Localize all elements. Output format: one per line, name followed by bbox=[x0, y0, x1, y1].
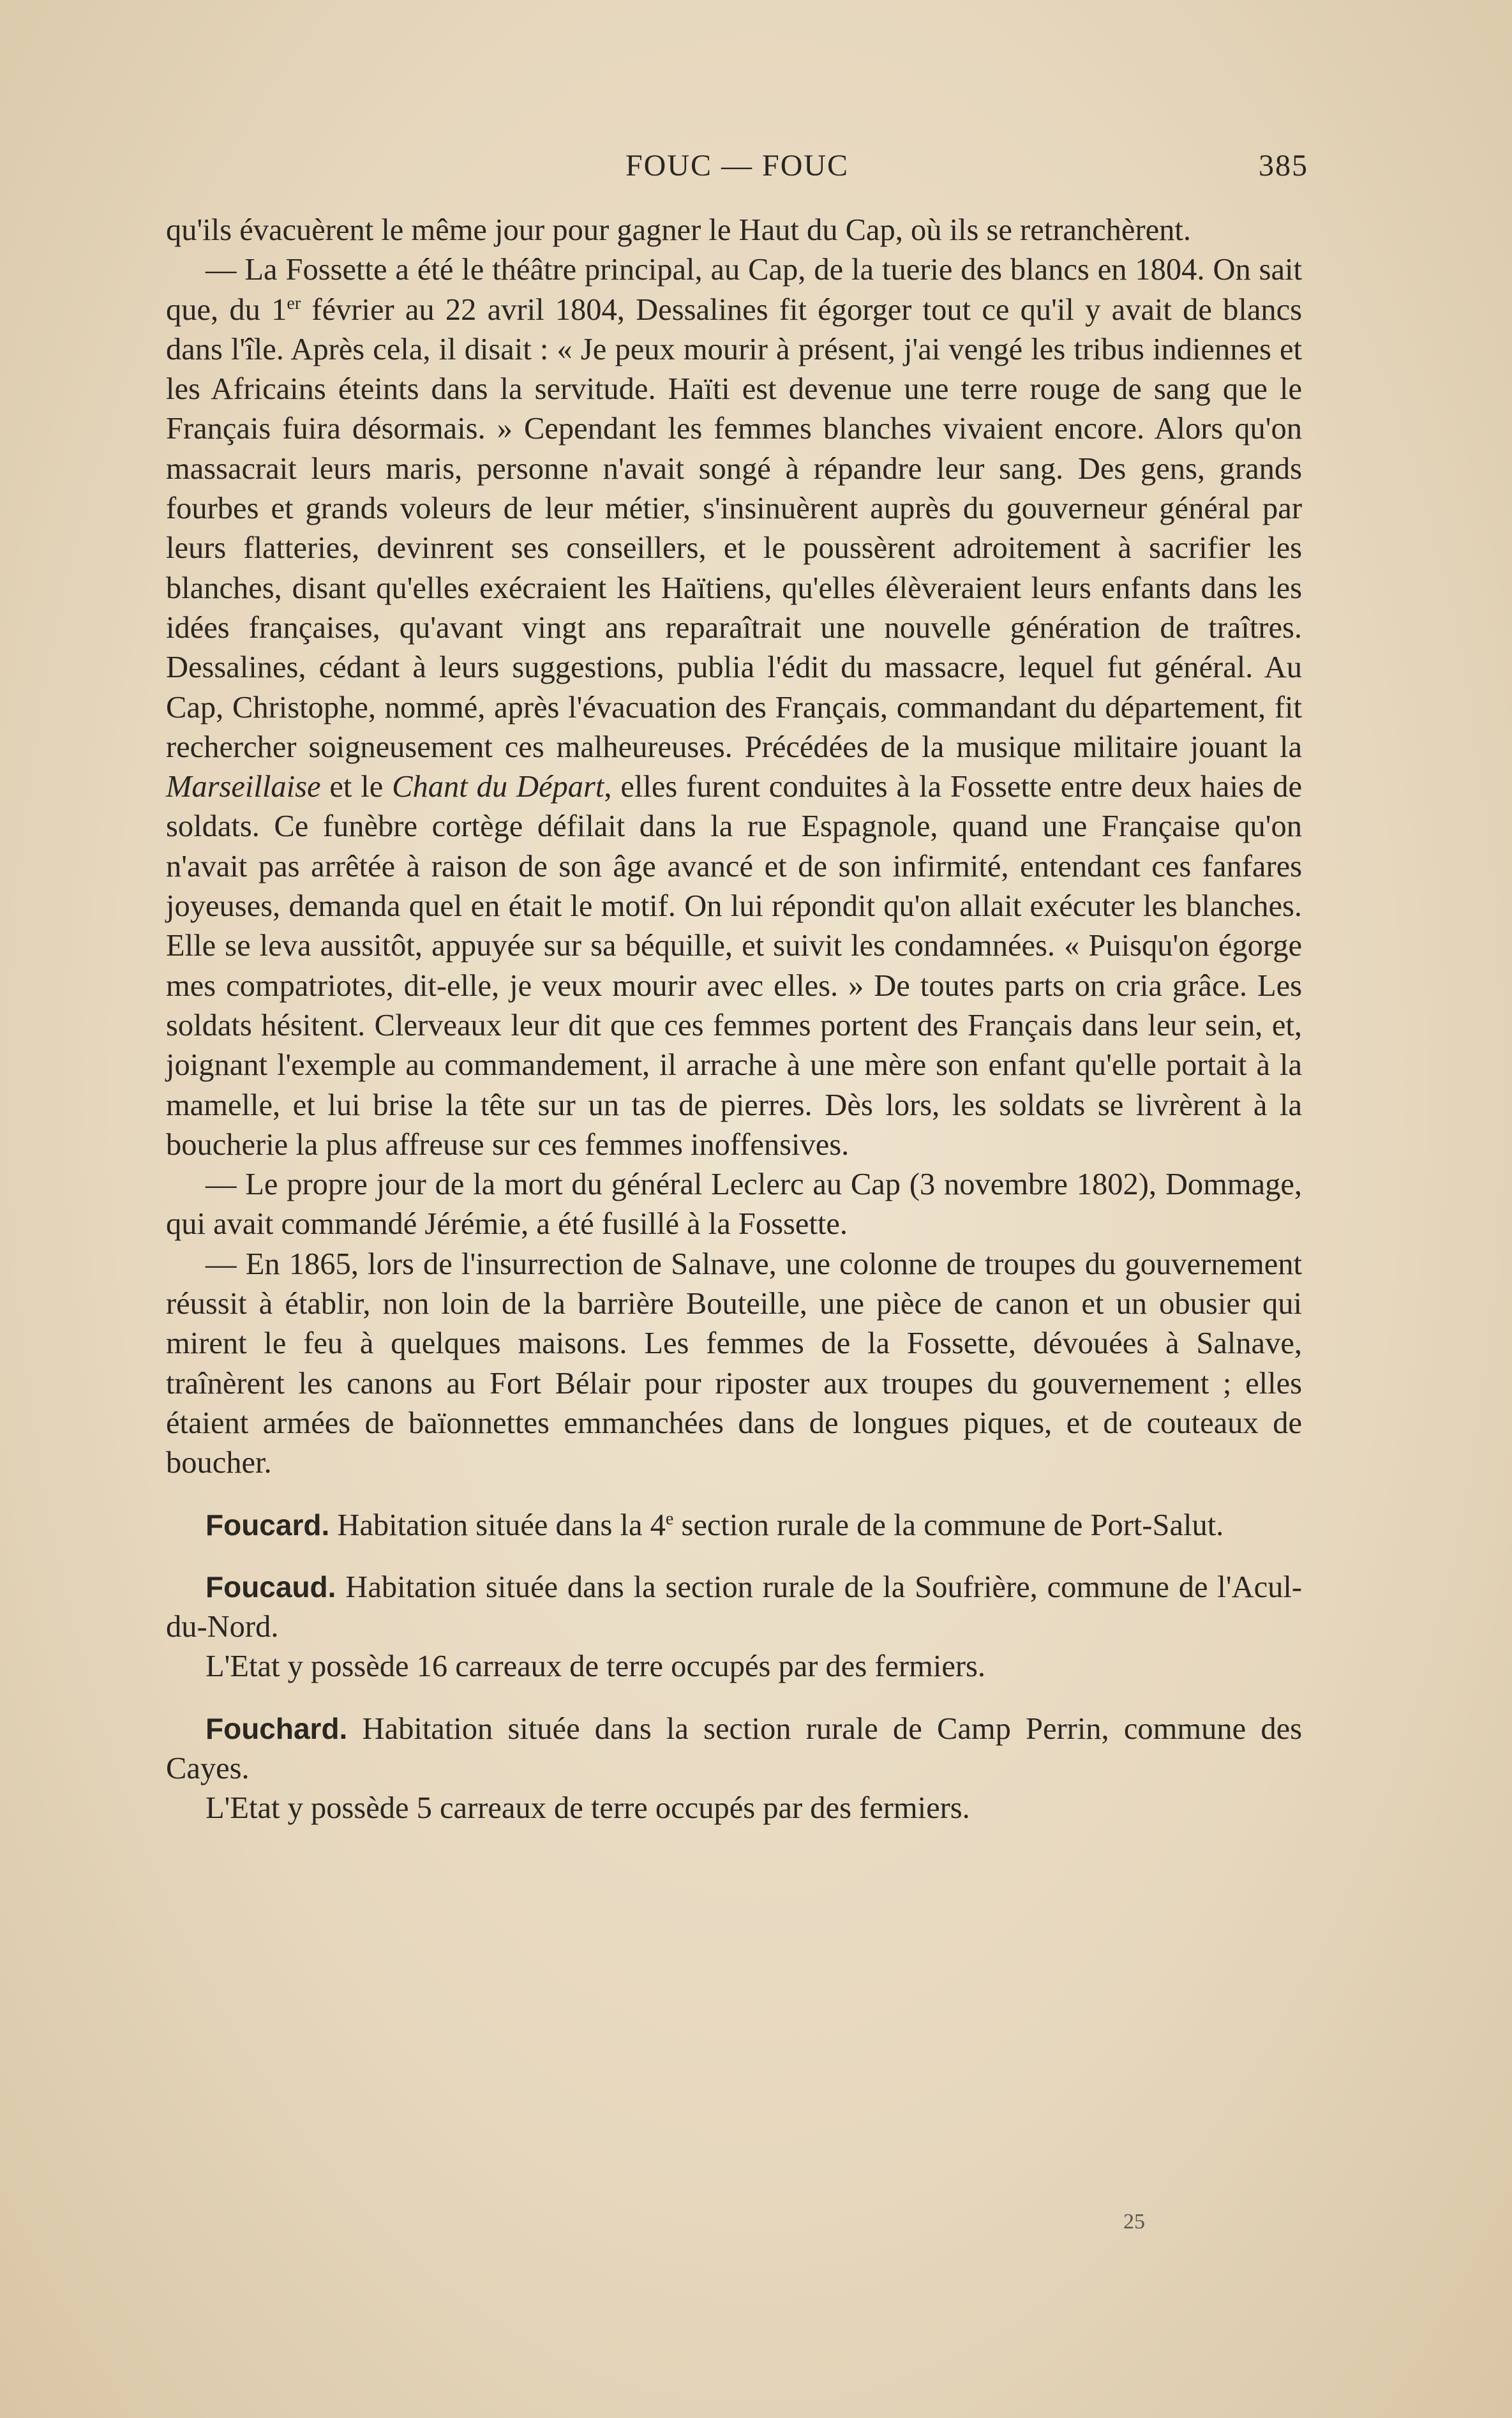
paragraph-text: — Le propre jour de la mort du général Leclerc au Cap (3 novembre 1802), Dommage, qui avait commandé Jérémie, a été fusillé à la Fossette. bbox=[166, 1168, 1302, 1242]
entry-heading: Foucard. bbox=[206, 1508, 330, 1542]
entry-text: Habitation située dans la section rurale de Camp Perrin, commune des Cayes. bbox=[166, 1711, 1302, 1785]
entry-foucaud-etat bbox=[166, 1647, 1302, 1686]
paragraph bbox=[166, 1165, 1302, 1245]
paragraph-text: — La Fossette a été le théâtre principal, au Cap, de la tuerie des blancs en 1804. On sait que, du 1 bbox=[166, 253, 1302, 327]
entry-heading: Fouchard. bbox=[206, 1711, 348, 1745]
printer-signature-mark: 25 bbox=[1123, 2210, 1145, 2234]
paragraph bbox=[166, 211, 1302, 250]
running-header bbox=[166, 148, 1308, 193]
paragraph bbox=[166, 250, 1302, 1165]
entry-text: Habitation située dans la section rurale de la Soufrière, commune de l'Acul-du-Nord. bbox=[166, 1570, 1302, 1644]
entry-heading: Foucaud. bbox=[206, 1570, 336, 1603]
entry-text: L'Etat y possède 5 carreaux de terre occupés par des fermiers. bbox=[206, 1791, 970, 1826]
entry-foucard bbox=[166, 1505, 1302, 1545]
paragraph-text: , elles furent conduites à la Fossette entre deux haies de soldats. Ce funèbre cortège défilait dans la rue Espagnole, quand une Française qu'on n'avait pas arrêtée à raison de son âge avancé et de son infirmité, entendant ces fanfares joyeuses, demanda quel en était le motif. On lui répondit qu'on allait exécuter les blanches. Elle se leva aussitôt, appuyée sur sa béquille, et suivit les condamnées. « Puisqu'on égorge mes compatriotes, dit-elle, je veux mourir avec elles. » De toutes parts on cria grâce. Les soldats hésitent. Clerveaux leur dit que ces femmes portent des Français dans leur sein, et, joignant l'exemple au commandement, il arrache à une mère son enfant qu'elle portait à la mamelle, et lui brise la tête sur un tas de pierres. Dès lors, les soldats se livrèrent à la boucherie la plus affreuse sur ces femmes inoffensives. bbox=[166, 770, 1302, 1162]
entry-text: section rurale de la commune de Port-Salut. bbox=[673, 1508, 1224, 1542]
header-title: FOUC — FOUC bbox=[625, 149, 850, 183]
page-number: 385 bbox=[1259, 149, 1308, 183]
paragraph-text: — En 1865, lors de l'insurrection de Salnave, une colonne de troupes du gouvernement réussit à établir, non loin de la barrière Bouteille, une pièce de canon et un obusier qui mirent le feu à quelques maisons. Les femmes de la Fossette, dévouées à Salnave, traînèrent les canons au Fort Bélair pour riposter aux troupes du gouvernement ; elles étaient armées de baïonnettes emmanchées dans de longues piques, et de couteaux de boucher. bbox=[166, 1247, 1302, 1480]
entry-fouchard bbox=[166, 1709, 1302, 1789]
superscript: e bbox=[665, 1508, 674, 1529]
song-title: Chant du Départ bbox=[392, 770, 604, 804]
song-title: Marseillaise bbox=[166, 770, 321, 804]
paragraph-text: et le bbox=[320, 770, 393, 804]
entry-fouchard-etat bbox=[166, 1789, 1302, 1828]
body-text bbox=[166, 211, 1302, 1829]
entry-foucaud bbox=[166, 1567, 1302, 1648]
paragraph-text: qu'ils évacuèrent le même jour pour gagner le Haut du Cap, où ils se retranchèrent. bbox=[166, 213, 1191, 247]
entry-text: Habitation située dans la 4 bbox=[329, 1508, 666, 1542]
entry-text: L'Etat y possède 16 carreaux de terre occupés par des fermiers. bbox=[206, 1649, 986, 1684]
paragraph-text: février au 22 avril 1804, Dessalines fit égorger tout ce qu'il y avait de blancs dans l'île. Après cela, il disait : « Je peux mourir à présent, j'ai vengé les tribus indiennes et les Africains éteints dans la servitude. Haïti est devenue une terre rouge de sang que le Français fuira désormais. » Cependant les femmes blanches vivaient encore. Alors qu'on massacrait leurs maris, personne n'avait songé à répandre leur sang. Des gens, grands fourbes et grands voleurs de leur métier, s'insinuèrent auprès du gouverneur général par leurs flatteries, devinrent ses conseillers, et le poussèrent adroitement à sacrifier les blanches, disant qu'elles exécraient les Haïtiens, qu'elles élèveraient leurs enfants dans les idées françaises, qu'avant vingt ans reparaîtrait une nouvelle génération de traîtres. Dessalines, cédant à leurs suggestions, publia l'édit du massacre, lequel fut général. Au Cap, Christophe, nommé, après l'évacuation des Français, commandant du département, fit rechercher soigneusement ces malheureuses. Précédées de la musique militaire jouant la bbox=[166, 292, 1303, 764]
paragraph bbox=[166, 1245, 1302, 1483]
superscript: er bbox=[287, 293, 301, 313]
